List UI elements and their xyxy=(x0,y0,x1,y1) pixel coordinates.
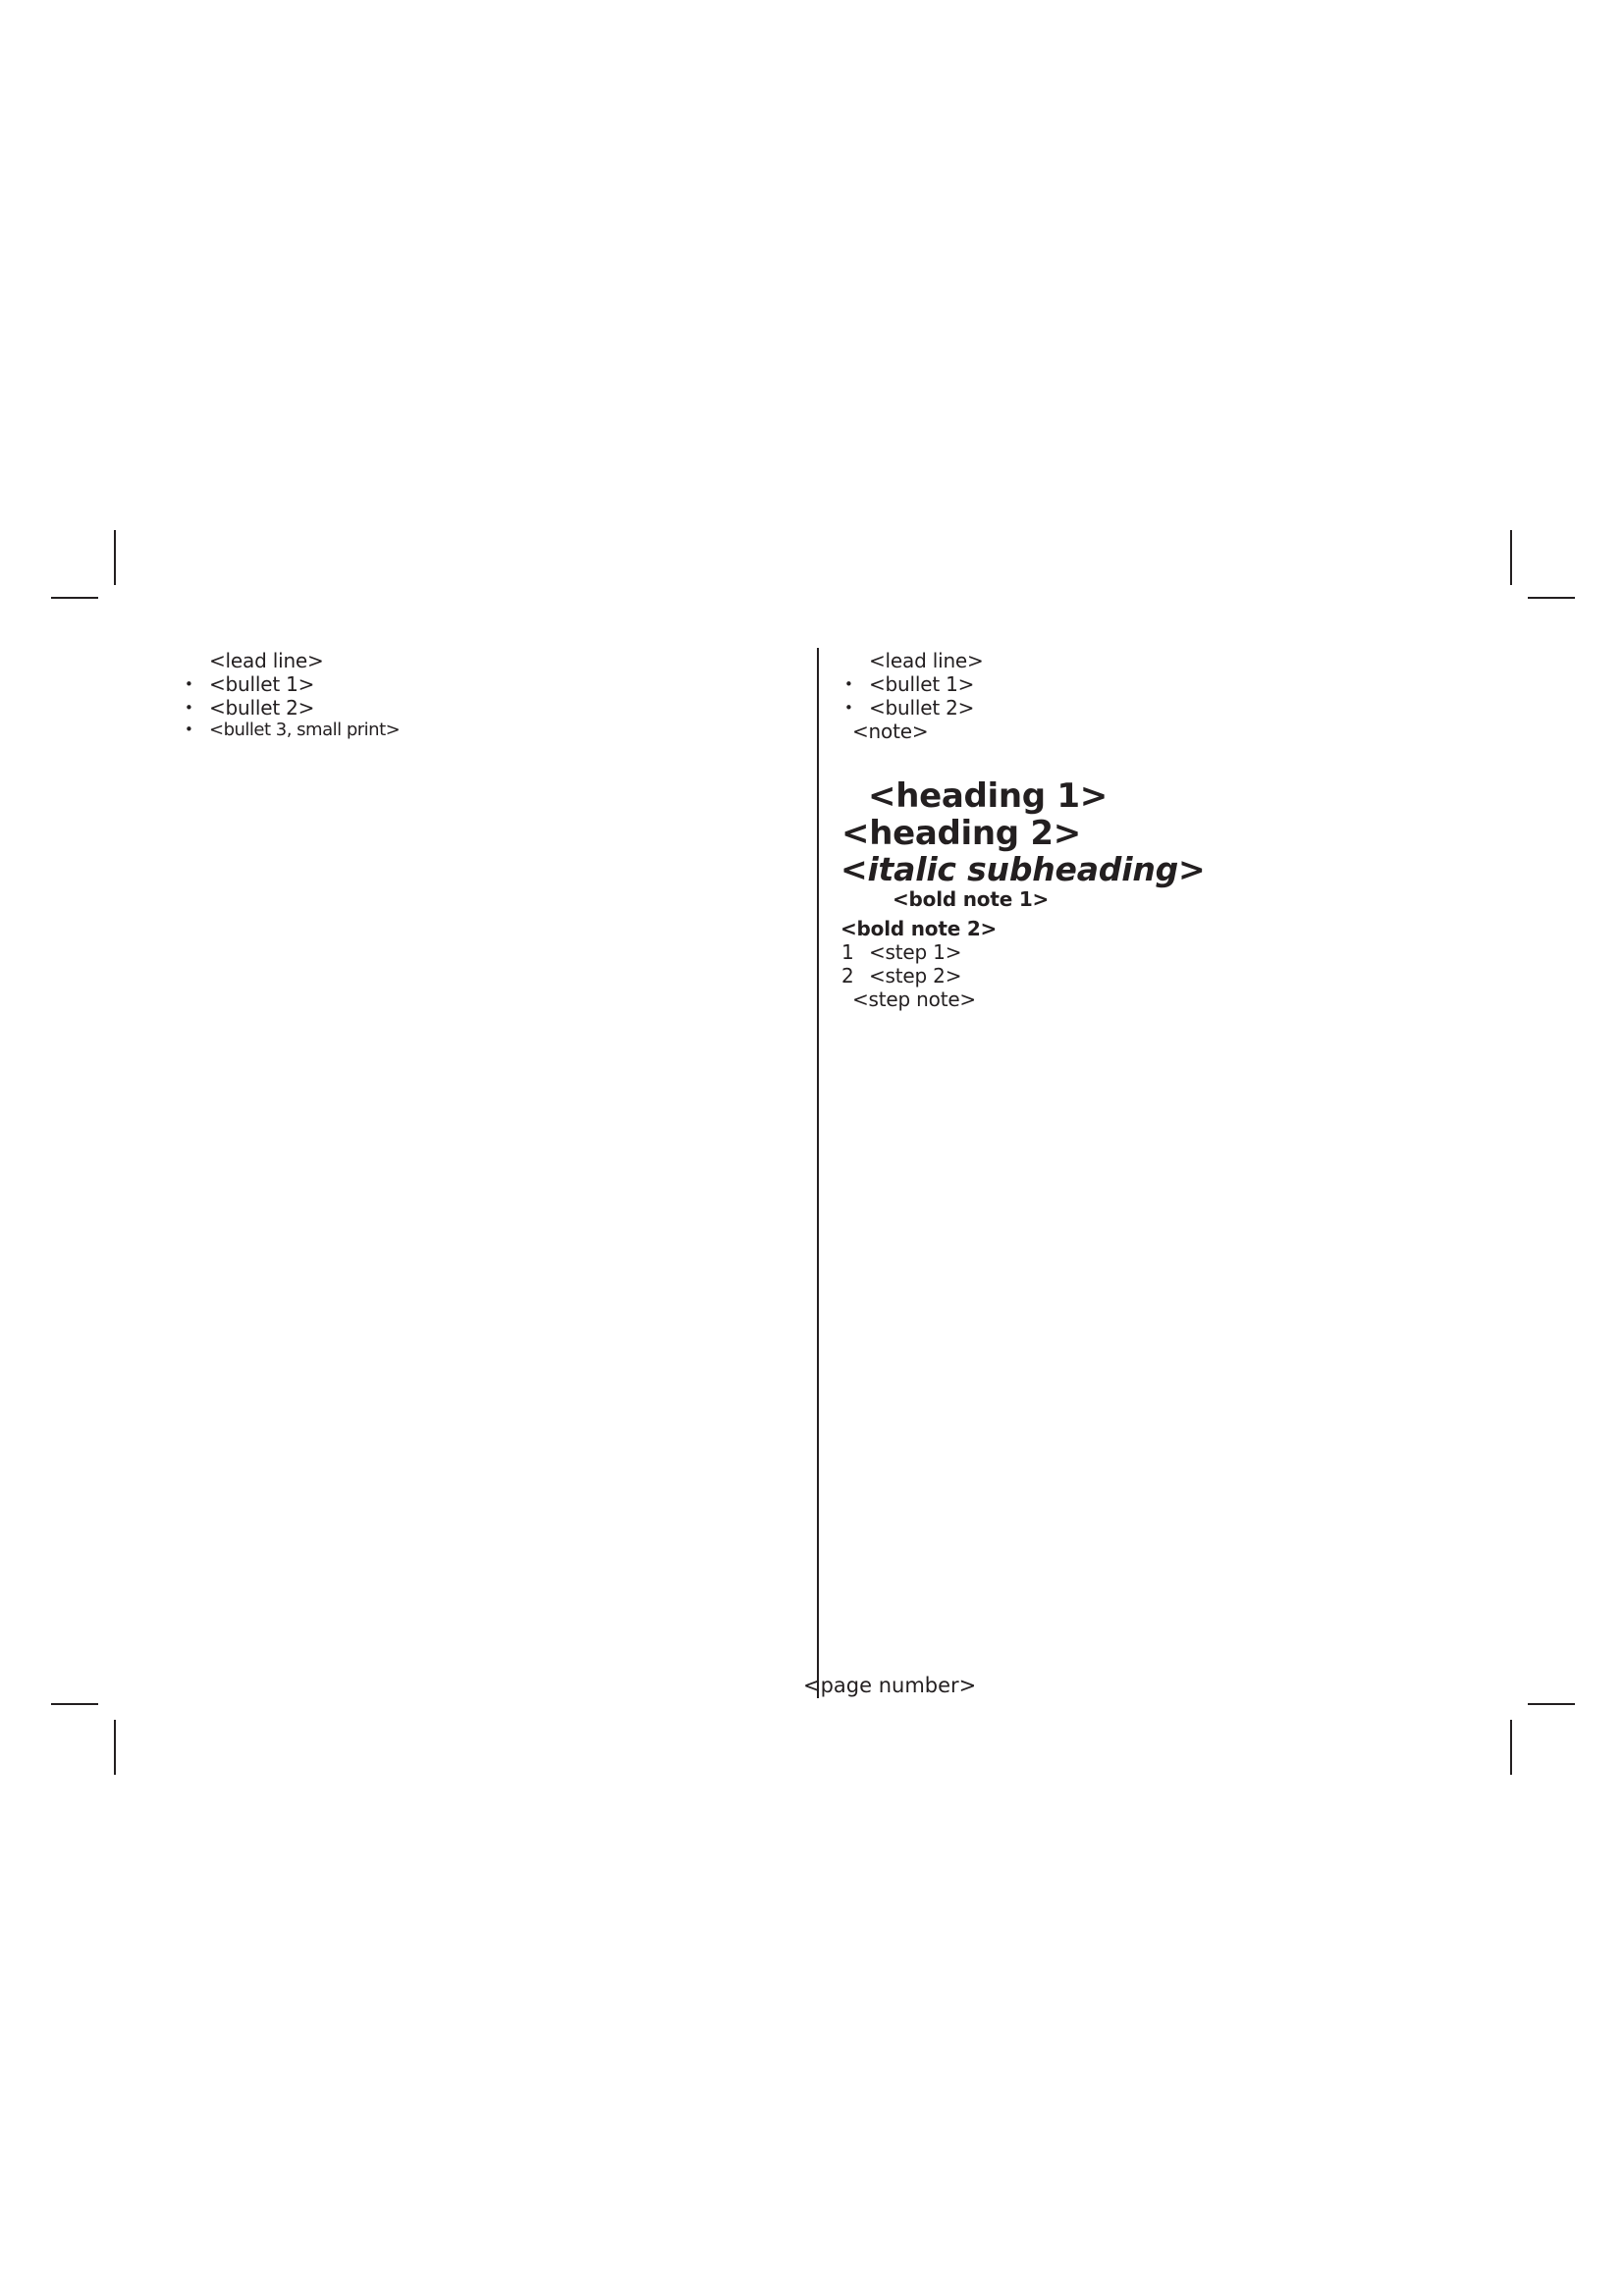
crop-mark xyxy=(51,1703,98,1705)
right-column xyxy=(839,649,1463,1011)
bullet-text: <bullet 3, small print> xyxy=(209,720,401,740)
bullet-item xyxy=(839,672,1463,696)
bullet-text: <bullet 2> xyxy=(209,696,315,720)
bullet-icon: • xyxy=(185,675,193,693)
crop-mark xyxy=(1510,530,1512,585)
caution-note: <note> xyxy=(852,720,929,743)
important-note: <bold note 1> xyxy=(893,887,1050,911)
bullet-icon: • xyxy=(844,699,853,717)
important-note: <bold note 2> xyxy=(840,917,998,940)
lead-line: <lead line> xyxy=(869,649,984,672)
lead-line: <lead line> xyxy=(209,649,324,672)
numbered-steps xyxy=(839,940,1463,1011)
bullet-item xyxy=(179,672,789,696)
section-subtitle: <italic subheading> xyxy=(840,850,1206,888)
bullet-item xyxy=(839,696,1463,720)
crop-mark xyxy=(114,530,116,585)
step-number: 2 xyxy=(841,964,854,988)
step-item xyxy=(839,940,1463,964)
bullet-text: <bullet 1> xyxy=(209,672,315,696)
step-number: 1 xyxy=(841,940,854,964)
section-heading: <heading 1> xyxy=(868,776,1108,816)
left-column xyxy=(179,649,789,740)
bullet-text: <bullet 1> xyxy=(869,672,975,696)
caution-note: <step note> xyxy=(852,988,976,1011)
crop-mark xyxy=(1528,1703,1575,1705)
step-text: <step 1> xyxy=(869,940,962,964)
right-list xyxy=(839,672,1463,743)
column-divider xyxy=(817,648,819,1698)
bullet-item xyxy=(179,696,789,720)
bullet-icon: • xyxy=(844,675,853,693)
bullet-text: <bullet 2> xyxy=(869,696,975,720)
page-number: <page number> xyxy=(803,1674,977,1697)
bullet-icon: • xyxy=(185,721,193,738)
bullet-item xyxy=(179,720,789,740)
crop-mark xyxy=(1510,1720,1512,1775)
crop-mark xyxy=(1528,597,1575,599)
step-item xyxy=(839,964,1463,988)
bullet-icon: • xyxy=(185,699,193,717)
crop-mark xyxy=(51,597,98,599)
section-subheading: <heading 2> xyxy=(841,814,1081,853)
step-text: <step 2> xyxy=(869,964,962,988)
crop-mark xyxy=(114,1720,116,1775)
left-list xyxy=(179,672,789,740)
